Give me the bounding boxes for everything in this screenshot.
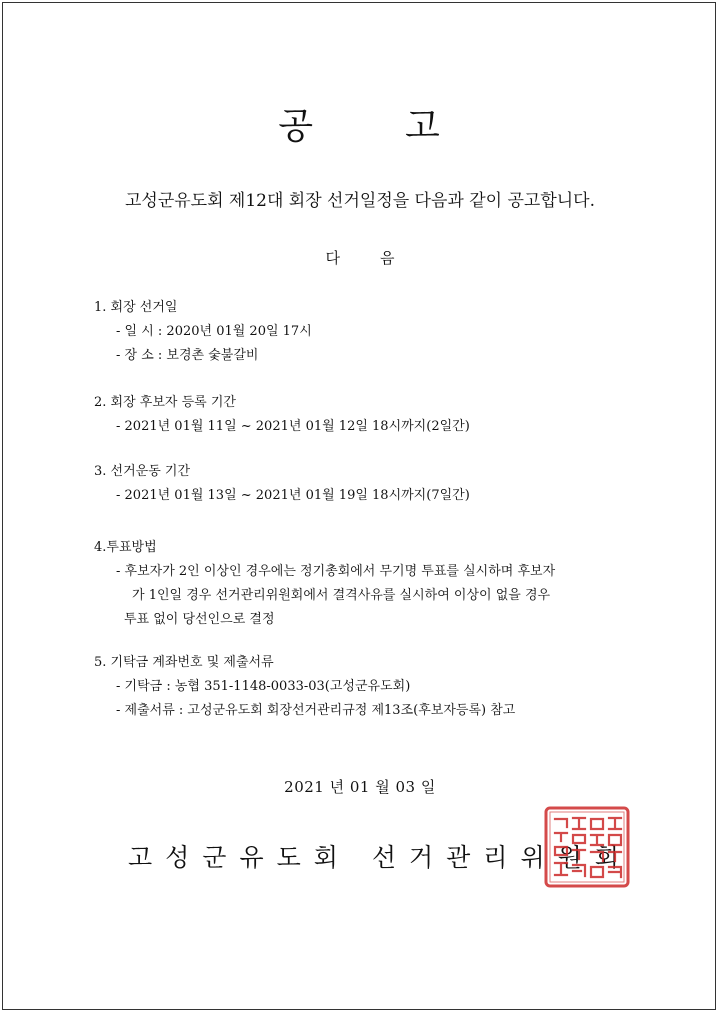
section-item: - 기탁금 : 농협 351-1148-0033-03(고성군유도회) [116,679,411,694]
section-deposit-documents [94,651,515,723]
section-item: - 제출서류 : 고성군유도회 회장선거관리규정 제13조(후보자등록) 참고 [116,703,516,718]
title-char-1: 공 [278,106,315,147]
official-seal-stamp [543,805,631,889]
intro-text: 고성군유도회 제12대 회장 선거일정을 다음과 같이 공고합니다. [124,191,595,211]
section-election-date [94,296,312,368]
section-voting-method [94,536,555,632]
section-line: - 후보자가 2인 이상인 경우에는 정기총회에서 무기명 투표를 실시하며 후보자 [116,564,556,579]
section-heading: 5. 기탁금 계좌번호 및 제출서류 [94,655,274,670]
section-item: - 일 시 : 2020년 01월 20일 17시 [116,324,312,339]
section-heading: 3. 선거운동 기간 [94,464,191,479]
daum-heading [0,247,720,268]
section-item: - 2021년 01월 13일 ~ 2021년 01월 19일 18시까지(7일간) [116,488,470,503]
section-campaign-period [94,460,470,508]
committee-name: 고성군유도회 선거관리위원회 [128,843,632,872]
daum-char-1: 다 [325,249,340,267]
title-char-2: 고 [405,106,442,147]
section-heading: 2. 회장 후보자 등록 기간 [94,395,236,410]
section-heading: 1. 회장 선거일 [94,300,178,315]
section-line: 가 1인일 경우 선거관리위원회에서 결격사유를 실시하여 이상이 없을 경우 [132,588,551,603]
announcement-date: 2021 년 01 월 03 일 [284,778,436,796]
daum-char-2: 음 [380,249,395,267]
document-title [0,98,720,149]
section-item: - 2021년 01월 11일 ~ 2021년 01월 12일 18시까지(2일간) [116,419,470,434]
section-line: 투표 없이 당선인으로 결정 [124,612,275,627]
section-heading: 4.투표방법 [94,540,157,555]
section-item: - 장 소 : 보경촌 숯불갈비 [116,348,259,363]
section-registration-period [94,391,470,439]
